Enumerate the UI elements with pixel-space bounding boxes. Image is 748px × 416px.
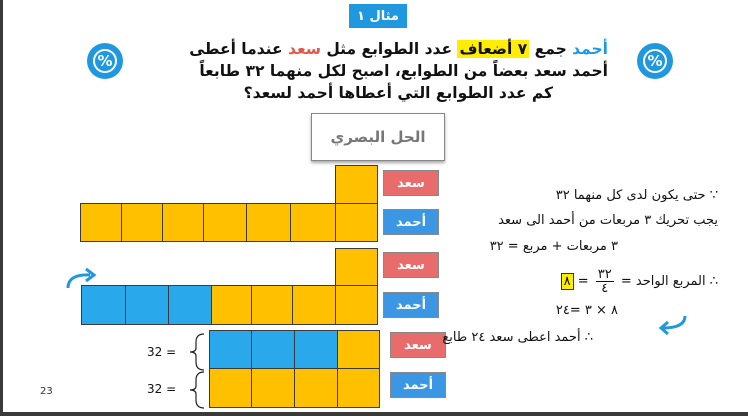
- square-yellow: [162, 203, 205, 242]
- label-ahmed: أحمد: [390, 372, 446, 398]
- explanation-line-2: يجب تحريك ٣ مربعات من أحمد الى سعد: [498, 213, 718, 228]
- bottom-border: [0, 412, 748, 416]
- example-badge: مثال ١: [349, 4, 407, 28]
- explanation-line-1: ∵ حتى يكون لدى كل منهما ٣٢: [555, 188, 718, 203]
- percent-icon: %: [87, 43, 123, 79]
- square-yellow: [121, 203, 164, 242]
- brace-icon: [188, 370, 208, 410]
- square-blue: [251, 330, 296, 370]
- explanation-line-3: ٣ مربعات + مربع = ٣٢: [489, 239, 618, 254]
- square-yellow: [246, 203, 292, 242]
- square-yellow: [251, 368, 296, 408]
- equation-top: 32 =: [147, 345, 177, 359]
- square-yellow: [337, 368, 380, 408]
- square-yellow: [80, 203, 123, 242]
- label-ahmed: أحمد: [383, 209, 439, 235]
- square-blue: [294, 330, 339, 370]
- percent-icon: %: [637, 43, 673, 79]
- label-saad: سعد: [383, 252, 439, 278]
- square-blue: [168, 285, 213, 325]
- label-ahmed: أحمد: [383, 292, 439, 318]
- square-yellow: [335, 285, 378, 325]
- visual-solution-title: الحل البصري: [311, 113, 445, 161]
- page-number: 23: [40, 386, 53, 397]
- square-blue: [125, 285, 170, 325]
- square-yellow: [335, 203, 378, 242]
- result-box: ٨: [561, 273, 574, 290]
- highlight: ٧ أضعاف: [459, 40, 528, 58]
- name-saad: سعد: [288, 40, 321, 58]
- problem-line-3: كم عدد الطوابع التي أعطاها أحمد لسعد؟: [243, 84, 553, 102]
- arrow-curved-icon: [62, 266, 102, 296]
- label-saad: سعد: [390, 332, 446, 358]
- fraction: ٣٢ ٤: [597, 267, 612, 296]
- problem-line-2: أحمد سعد بعضاً من الطوابع، اصبح لكل منهما ٣٢ طابعاً: [199, 62, 608, 80]
- explanation-line-6: ∴ أحمد اعطى سعد ٢٤ طابع: [442, 330, 593, 345]
- square-yellow: [292, 285, 337, 325]
- label-saad: سعد: [383, 170, 439, 196]
- name-ahmed: أحمد: [572, 40, 608, 58]
- explanation-line-4: ∴ المربع الواحد = ٣٢ ٤ = ٨: [561, 268, 718, 295]
- problem-line-1: أحمد جمع ٧ أضعاف عدد الطوابع مثل سعد عندما أعطى: [189, 40, 608, 58]
- square-yellow: [335, 165, 378, 204]
- square-yellow: [290, 203, 337, 242]
- explanation-line-5: ٨ × ٣ =٢٤: [555, 303, 618, 318]
- square-yellow: [203, 203, 248, 242]
- square-yellow: [251, 285, 294, 325]
- brace-icon: [188, 332, 208, 372]
- left-border: [0, 0, 3, 416]
- square-blue: [209, 330, 253, 370]
- square-yellow: [211, 285, 253, 325]
- square-yellow: [335, 248, 378, 287]
- arrow-curved-icon: [655, 312, 691, 336]
- square-yellow: [294, 368, 339, 408]
- equation-bottom: 32 =: [147, 382, 177, 396]
- square-yellow: [337, 330, 380, 370]
- square-yellow: [209, 368, 253, 408]
